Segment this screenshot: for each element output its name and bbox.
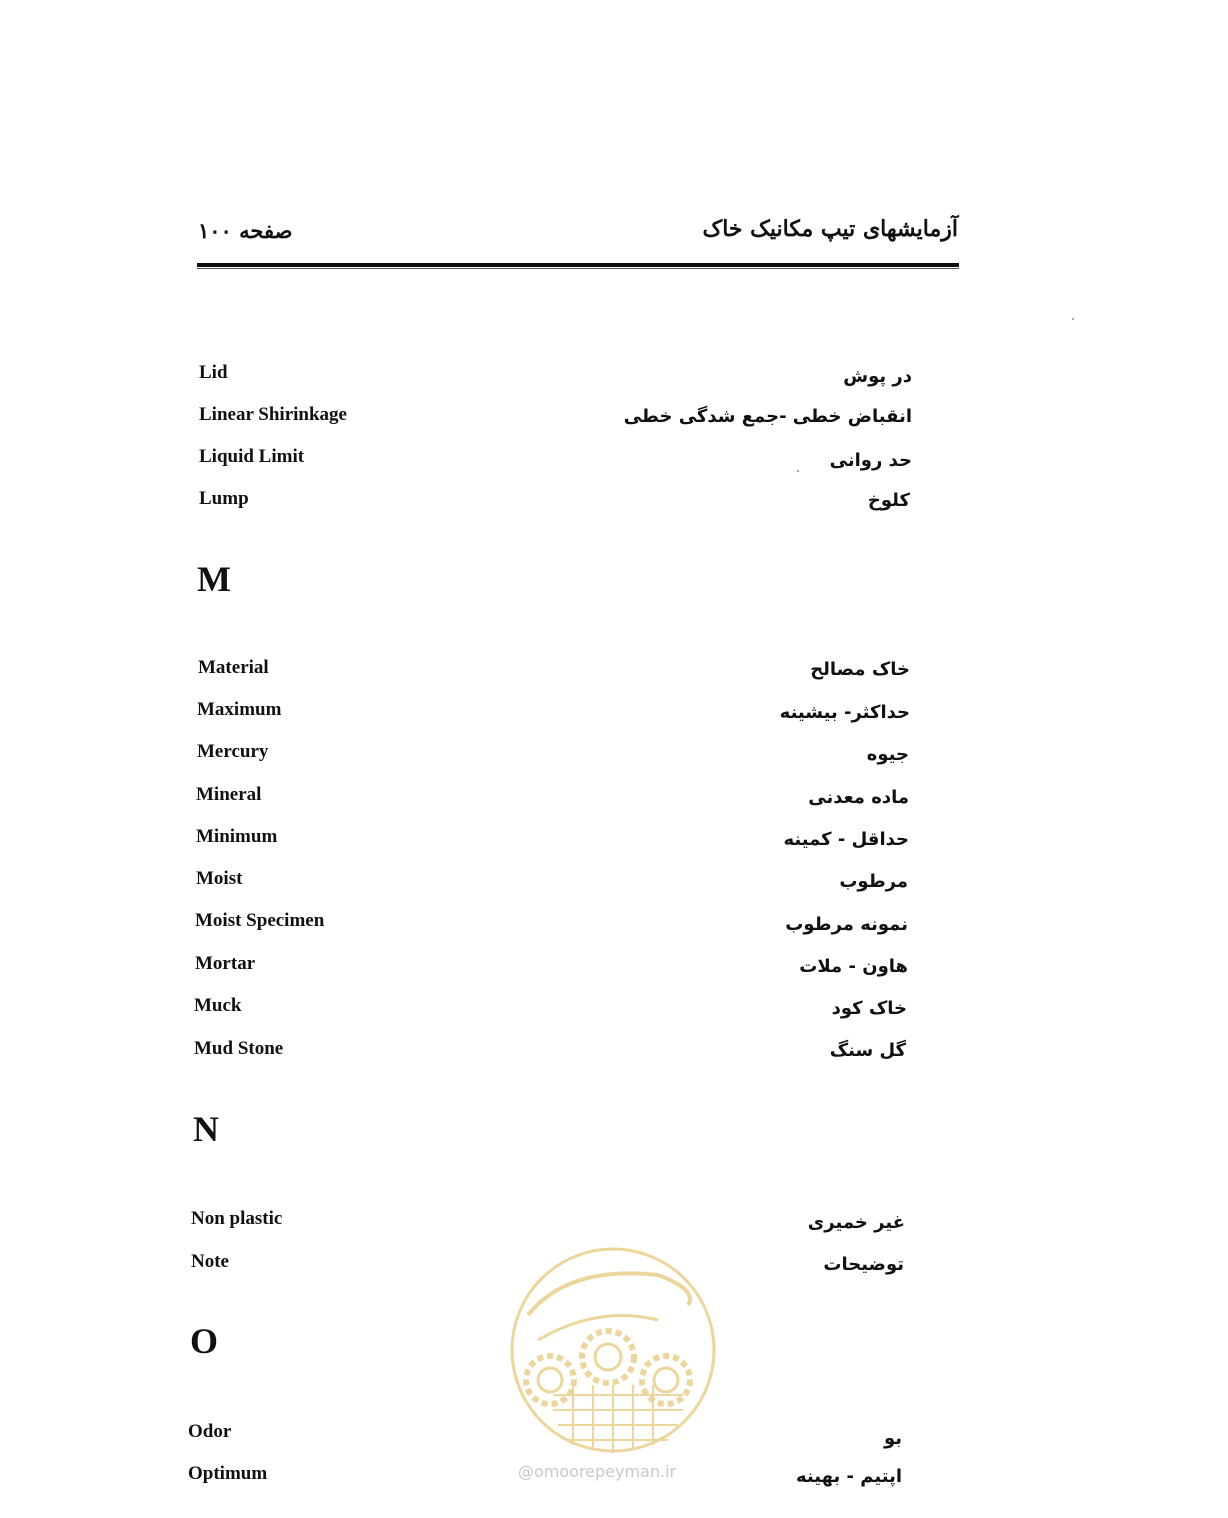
- book-title: آزمایشهای تیپ مکانیک خاک: [702, 216, 958, 242]
- term-fa: در پوش: [843, 366, 912, 387]
- watermark-url: @omoorepeyman.ir: [518, 1462, 677, 1481]
- section-letter-n: N: [193, 1109, 219, 1149]
- term-fa: جیوه: [866, 744, 909, 765]
- term-en: Moist: [196, 868, 243, 889]
- term-en: Non plastic: [191, 1208, 283, 1229]
- term-en: Moist Specimen: [195, 910, 325, 931]
- term-fa: خاک مصالح: [810, 659, 910, 680]
- scan-speck: [1072, 318, 1074, 320]
- section-letter-o: O: [190, 1321, 219, 1361]
- term-fa: انقباض خطی -جمع شدگی خطی: [623, 406, 912, 427]
- term-en: Liquid Limit: [199, 446, 305, 467]
- term-fa: هاون - ملات: [799, 956, 908, 977]
- watermark-logo: [508, 1245, 718, 1455]
- term-fa: نمونه مرطوب: [785, 914, 908, 935]
- term-en: Mud Stone: [194, 1038, 284, 1059]
- term-en: Muck: [194, 995, 242, 1016]
- header-rule-thin: [197, 268, 959, 269]
- term-en: Odor: [188, 1421, 232, 1442]
- term-fa: ماده معدنی: [808, 787, 909, 808]
- term-en: Lid: [199, 362, 228, 383]
- term-en: Note: [191, 1251, 229, 1272]
- term-en: Minimum: [196, 826, 278, 847]
- term-fa: خاک کود: [831, 998, 907, 1019]
- page-number: صفحه ۱۰۰: [198, 218, 293, 243]
- term-en: Maximum: [197, 699, 282, 720]
- section-letter-m: M: [197, 559, 231, 599]
- term-en: Material: [198, 657, 269, 678]
- watermark-logo-icon: [508, 1245, 718, 1455]
- term-fa: اپتیم - بهینه: [796, 1466, 902, 1487]
- scan-speck: [797, 470, 799, 472]
- term-en: Mortar: [195, 953, 256, 974]
- term-fa: حداکثر- بیشینه: [779, 702, 910, 723]
- term-fa: حد روانی: [829, 450, 912, 471]
- term-en: Lump: [199, 488, 249, 509]
- term-en: Mineral: [196, 784, 262, 805]
- term-en: Linear Shirinkage: [199, 404, 347, 425]
- term-fa: بو: [883, 1428, 902, 1449]
- term-en: Optimum: [188, 1463, 268, 1484]
- term-fa: کلوخ: [867, 490, 910, 511]
- term-fa: حداقل - کمینه: [783, 829, 909, 850]
- term-en: Mercury: [197, 741, 269, 762]
- term-fa: توضیحات: [823, 1254, 904, 1275]
- header-rule: [197, 263, 959, 267]
- term-fa: گل سنگ: [829, 1040, 906, 1061]
- term-fa: غیر خمیری: [807, 1212, 905, 1233]
- term-fa: مرطوب: [839, 871, 908, 892]
